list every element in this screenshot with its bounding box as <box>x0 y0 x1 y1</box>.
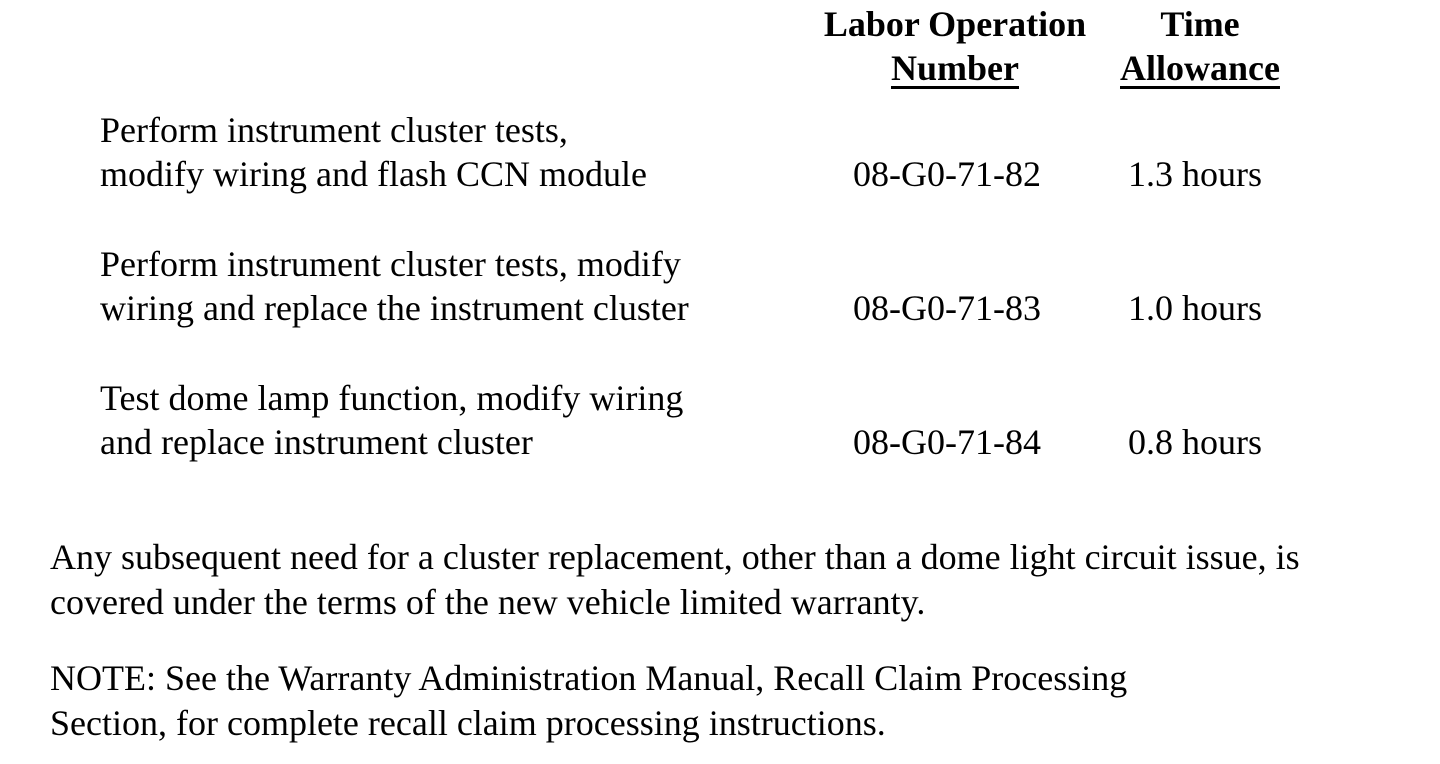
labor-operation-header <box>800 2 1110 90</box>
time-allowance-header-line1: Time <box>1160 4 1240 44</box>
note-paragraph-line1: NOTE: See the Warranty Administration Manual, Recall Claim Processing <box>50 658 1128 698</box>
row-1-desc-line2: modify wiring and flash CCN module <box>100 154 647 194</box>
table-row-2-time: 1.0 hours <box>1128 288 1262 328</box>
note-paragraph <box>50 656 1127 746</box>
labor-operation-header-line2: Number <box>891 48 1019 88</box>
table-row-3-labor-op: 08-G0-71-84 <box>853 422 1041 462</box>
time-allowance-header <box>1100 2 1300 90</box>
row-3-desc-line2: and replace instrument cluster <box>100 422 533 462</box>
row-3-desc-line1: Test dome lamp function, modify wiring <box>100 378 684 418</box>
row-1-desc-line1: Perform instrument cluster tests, <box>100 110 568 150</box>
time-allowance-header-line2: Allowance <box>1120 48 1280 88</box>
table-row-1-description <box>100 108 647 196</box>
warranty-paragraph-line1: Any subsequent need for a cluster replacement, other than a dome light circuit issue, is <box>50 537 1300 577</box>
table-row-3-time: 0.8 hours <box>1128 422 1262 462</box>
warranty-paragraph <box>50 535 1300 625</box>
row-2-desc-line1: Perform instrument cluster tests, modify <box>100 244 681 284</box>
table-row-1-time: 1.3 hours <box>1128 154 1262 194</box>
table-row-2-description <box>100 242 689 330</box>
table-row-2-labor-op: 08-G0-71-83 <box>853 288 1041 328</box>
note-paragraph-line2: Section, for complete recall claim processing instructions. <box>50 703 886 743</box>
warranty-paragraph-line2: covered under the terms of the new vehicle limited warranty. <box>50 582 926 622</box>
row-2-desc-line2: wiring and replace the instrument cluster <box>100 288 689 328</box>
table-row-1-labor-op: 08-G0-71-82 <box>853 154 1041 194</box>
labor-operation-header-line1: Labor Operation <box>823 4 1087 44</box>
table-row-3-description <box>100 376 683 464</box>
